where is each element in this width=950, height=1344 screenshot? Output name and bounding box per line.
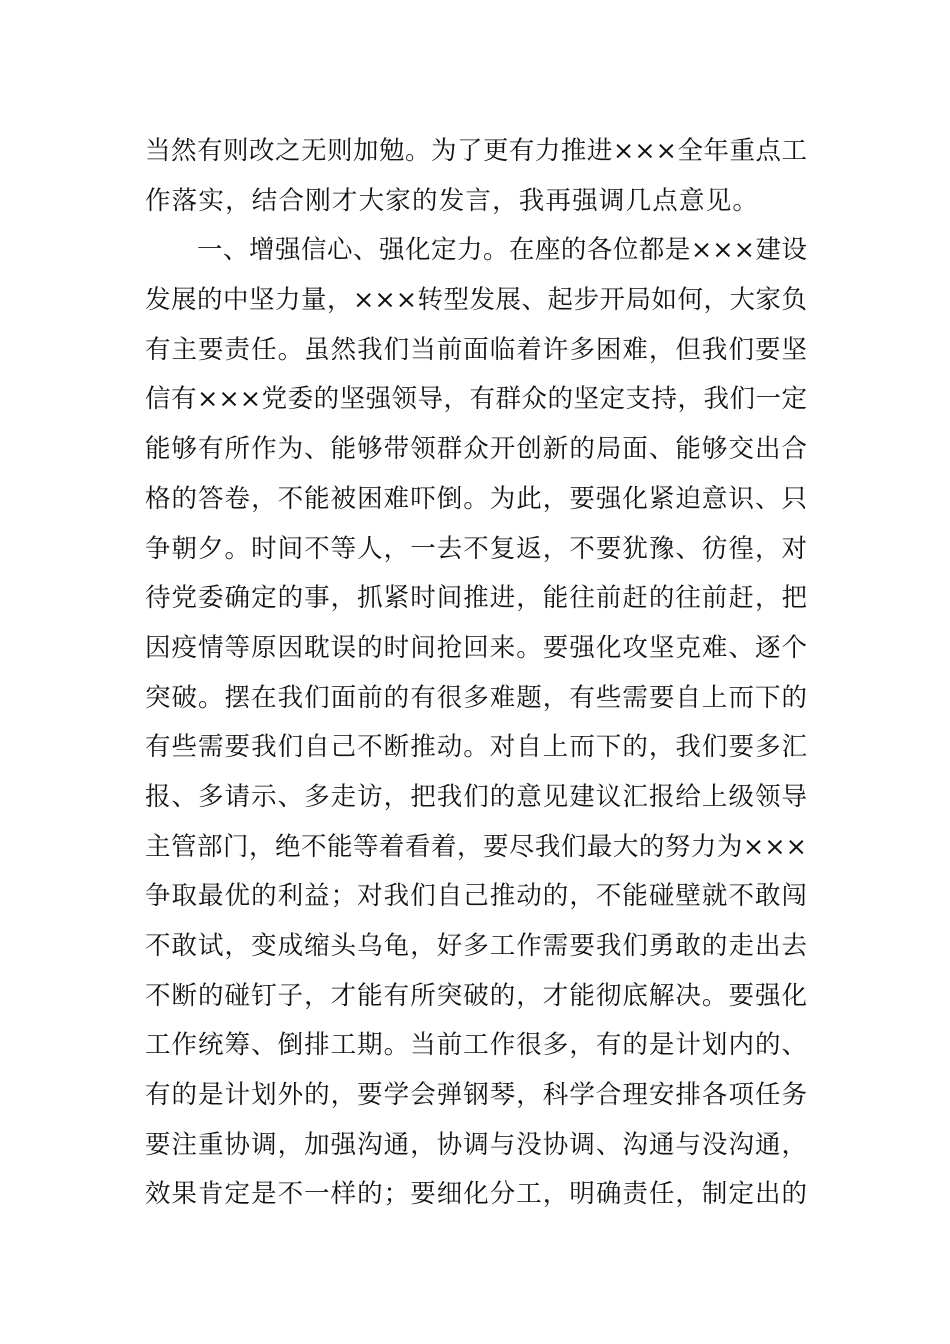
- text-line: 有的是计划外的，要学会弹钢琴，科学合理安排各项任务: [145, 1080, 807, 1111]
- section-heading-line: 一、增强信心、强化定力。在座的各位都是×××建设: [197, 235, 807, 266]
- text-line: 工作统筹、倒排工期。当前工作很多，有的是计划内的、: [145, 1030, 807, 1061]
- text-line: 发展的中坚力量，×××转型发展、起步开局如何，大家负: [145, 285, 807, 316]
- text-line: 能够有所作为、能够带领群众开创新的局面、能够交出合: [145, 434, 807, 465]
- text-line: 格的答卷，不能被困难吓倒。为此，要强化紧迫意识、只: [145, 483, 807, 514]
- text-line: 不断的碰钉子，才能有所突破的，才能彻底解决。要强化: [145, 980, 807, 1011]
- text-line: 主管部门，绝不能等着看着，要尽我们最大的努力为×××: [145, 831, 807, 862]
- text-line: 作落实，结合刚才大家的发言，我再强调几点意见。: [145, 185, 760, 216]
- text-line: 突破。摆在我们面前的有很多难题，有些需要自上而下的: [145, 682, 807, 713]
- body-text: [145, 127, 807, 1220]
- text-line: 当然有则改之无则加勉。为了更有力推进×××全年重点工: [145, 136, 807, 166]
- text-line: 有主要责任。虽然我们当前面临着许多困难，但我们要坚: [145, 334, 807, 365]
- text-line: 信有×××党委的坚强领导，有群众的坚定支持，我们一定: [145, 384, 807, 415]
- text-line: 有些需要我们自己不断推动。对自上而下的，我们要多汇: [145, 732, 807, 763]
- text-line: 争朝夕。时间不等人，一去不复返，不要犹豫、彷徨，对: [145, 533, 807, 564]
- text-line: 争取最优的利益；对我们自己推动的，不能碰壁就不敢闯: [145, 881, 807, 912]
- text-line: 因疫情等原因耽误的时间抢回来。要强化攻坚克难、逐个: [145, 632, 807, 663]
- text-line: 不敢试，变成缩头乌龟，好多工作需要我们勇敢的走出去: [145, 931, 807, 961]
- text-line: 待党委确定的事，抓紧时间推进，能往前赶的往前赶，把: [145, 583, 807, 614]
- text-line: 效果肯定是不一样的；要细化分工，明确责任，制定出的: [145, 1179, 807, 1210]
- text-line: 要注重协调，加强沟通，协调与没协调、沟通与没沟通，: [145, 1129, 807, 1160]
- text-line: 报、多请示、多走访，把我们的意见建议汇报给上级领导: [145, 781, 807, 812]
